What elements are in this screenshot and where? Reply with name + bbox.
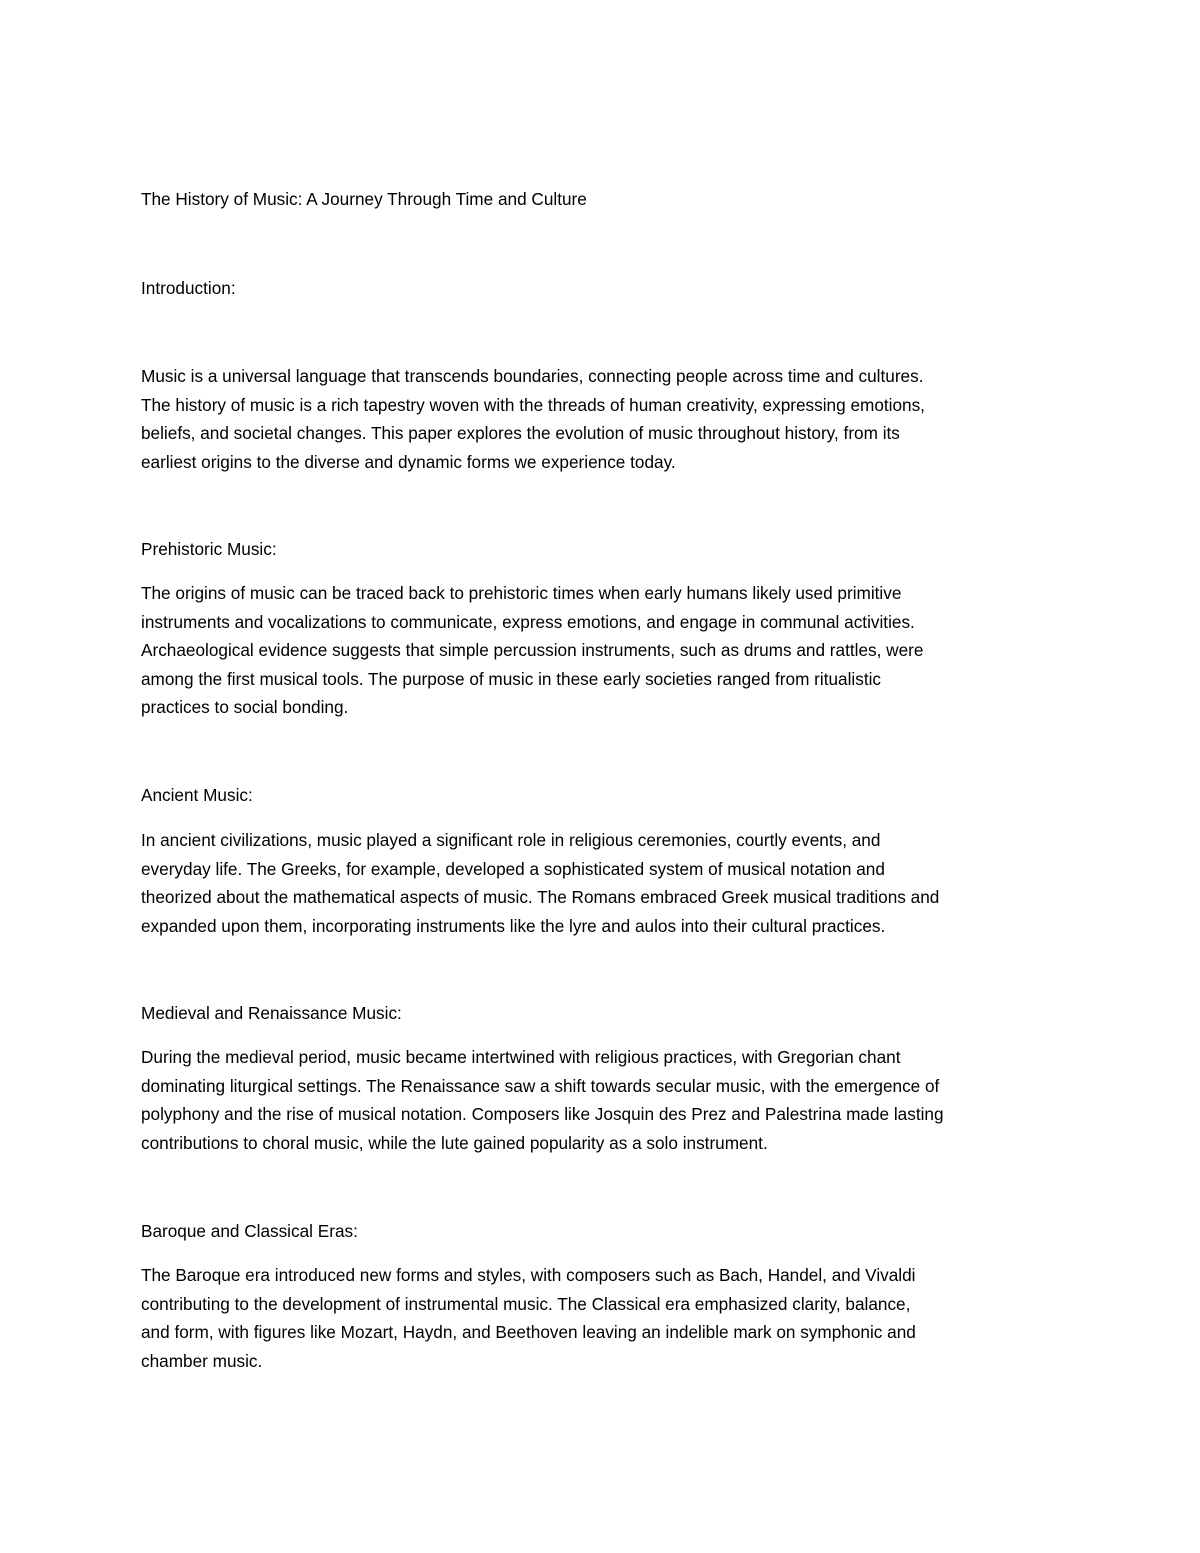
paragraph-line: earliest origins to the diverse and dynamic forms we experience today.	[141, 451, 676, 472]
paragraph-line: practices to social bonding.	[141, 697, 349, 718]
paragraph-line: among the first musical tools. The purpose of music in these early societies ranged from ritualistic	[141, 668, 882, 689]
section-heading-baroque: Baroque and Classical Eras:	[141, 1221, 358, 1241]
paragraph-line: During the medieval period, music became intertwined with religious practices, with Gregorian chant	[141, 1047, 901, 1067]
paragraph-line: The origins of music can be traced back to prehistoric times when early humans likely used primitive	[141, 583, 902, 603]
section-heading-ancient: Ancient Music:	[141, 785, 253, 805]
section-heading-medieval: Medieval and Renaissance Music:	[141, 1003, 402, 1023]
paragraph-line: chamber music.	[141, 1350, 263, 1371]
paragraph-line: theorized about the mathematical aspects of music. The Romans embraced Greek musical traditions and	[141, 887, 940, 908]
paragraph-line: instruments and vocalizations to communicate, express emotions, and engage in communal activities.	[141, 611, 915, 632]
document-title: The History of Music: A Journey Through Time and Culture	[141, 189, 587, 209]
paragraph-line: The history of music is a rich tapestry woven with the threads of human creativity, expressing emotions,	[141, 394, 925, 415]
paragraph-line: everyday life. The Greeks, for example, developed a sophisticated system of musical notation and	[141, 858, 885, 879]
paragraph-line: expanded upon them, incorporating instruments like the lyre and aulos into their cultural practices.	[141, 915, 886, 936]
section-paragraph-ancient	[141, 826, 1071, 940]
intro-heading: Introduction:	[141, 278, 236, 298]
intro-paragraph	[141, 362, 1071, 476]
section-paragraph-baroque	[141, 1261, 1071, 1375]
paragraph-line: contributions to choral music, while the lute gained popularity as a solo instrument.	[141, 1132, 768, 1153]
paragraph-line: beliefs, and societal changes. This paper explores the evolution of music throughout history, from its	[141, 423, 900, 444]
paragraph-line: In ancient civilizations, music played a significant role in religious ceremonies, courtly events, and	[141, 830, 881, 850]
paragraph-line: Archaeological evidence suggests that simple percussion instruments, such as drums and rattles, were	[141, 640, 924, 661]
paragraph-line: contributing to the development of instrumental music. The Classical era emphasized clarity, balance,	[141, 1293, 911, 1314]
section-paragraph-prehistoric	[141, 579, 1071, 722]
paragraph-line: polyphony and the rise of musical notation. Composers like Josquin des Prez and Palestrina made lasting	[141, 1104, 944, 1125]
paragraph-line: dominating liturgical settings. The Renaissance saw a shift towards secular music, with the emergence of	[141, 1075, 940, 1096]
paragraph-line: Music is a universal language that transcends boundaries, connecting people across time and cultures.	[141, 366, 924, 386]
section-paragraph-medieval	[141, 1043, 1071, 1157]
paragraph-line: and form, with figures like Mozart, Haydn, and Beethoven leaving an indelible mark on symphonic and	[141, 1322, 916, 1343]
paragraph-line: The Baroque era introduced new forms and styles, with composers such as Bach, Handel, and Vivaldi	[141, 1265, 916, 1285]
section-heading-prehistoric: Prehistoric Music:	[141, 539, 277, 559]
